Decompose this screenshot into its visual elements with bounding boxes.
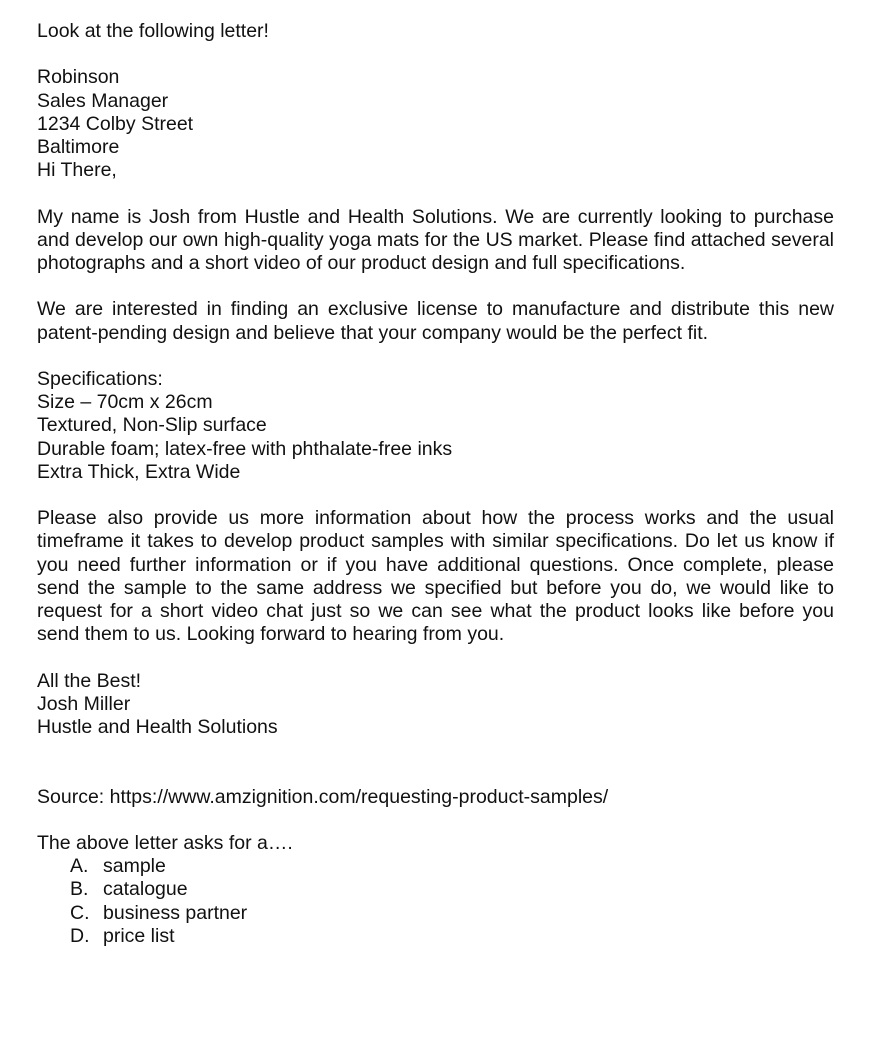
option-letter: A. [70,855,89,878]
source-citation: Source: https://www.amzignition.com/requesting-product-samples/ [37,785,609,808]
greeting: Hi There, [37,159,117,182]
option-letter: C. [70,901,90,924]
specifications-heading: Specifications: [37,367,163,390]
question-prompt: The above letter asks for a…. [37,831,293,854]
spacer [37,182,834,205]
intro-text: Look at the following letter! [37,20,269,42]
spacer [37,345,834,368]
recipient-block [37,66,834,182]
option-text: price list [103,924,175,947]
answer-option-c [37,902,834,925]
option-letter: B. [70,878,89,901]
option-text: catalogue [103,878,188,901]
specifications-block [37,368,834,484]
option-text: business partner [103,901,248,924]
recipient-name: Robinson [37,66,120,89]
answer-options [37,855,834,948]
spec-item: Durable foam; latex-free with phthalate-free inks [37,437,453,460]
signoff-company: Hustle and Health Solutions [37,716,278,738]
spacer [37,275,834,298]
answer-option-a [37,855,834,878]
answer-option-b [37,878,834,901]
recipient-city: Baltimore [37,136,120,158]
option-letter: D. [70,924,90,947]
question-block [37,832,834,948]
spacer [37,43,834,66]
recipient-street: 1234 Colby Street [37,112,194,135]
signoff-salutation: All the Best! [37,669,142,692]
spec-item: Textured, Non-Slip surface [37,414,267,437]
recipient-title: Sales Manager [37,89,169,112]
spacer [37,809,834,832]
spec-item: Size – 70cm x 26cm [37,391,213,414]
signoff-block [37,670,834,740]
answer-option-d [37,925,834,948]
letter-paragraph-1: My name is Josh from Hustle and Health Solutions. We are currently looking to purchase and develop our own high-quality yoga mats for the US market. Please find attached several photographs and a short video of our product design and full specifications. [37,205,834,274]
spacer [37,484,834,507]
letter-paragraph-3: Please also provide us more information about how the process works and the usual timeframe it takes to develop product samples with similar specifications. Do let us know if you need further information or if you have additional questions. Once complete, please send the sample to the same address we specified but before you do, we would like to request for a short video chat just so we can see what the product looks like before you send them to us. Looking forward to hearing from you. [37,507,834,646]
spacer [37,739,834,762]
letter-paragraph-2: We are interested in finding an exclusive license to manufacture and distribute this new patent-pending design and believe that your company would be the perfect fit. [37,298,834,344]
signoff-name: Josh Miller [37,692,131,715]
spacer [37,762,834,785]
option-text: sample [103,855,166,878]
spacer [37,646,834,669]
document-page [37,20,834,948]
spec-item: Extra Thick, Extra Wide [37,460,241,483]
